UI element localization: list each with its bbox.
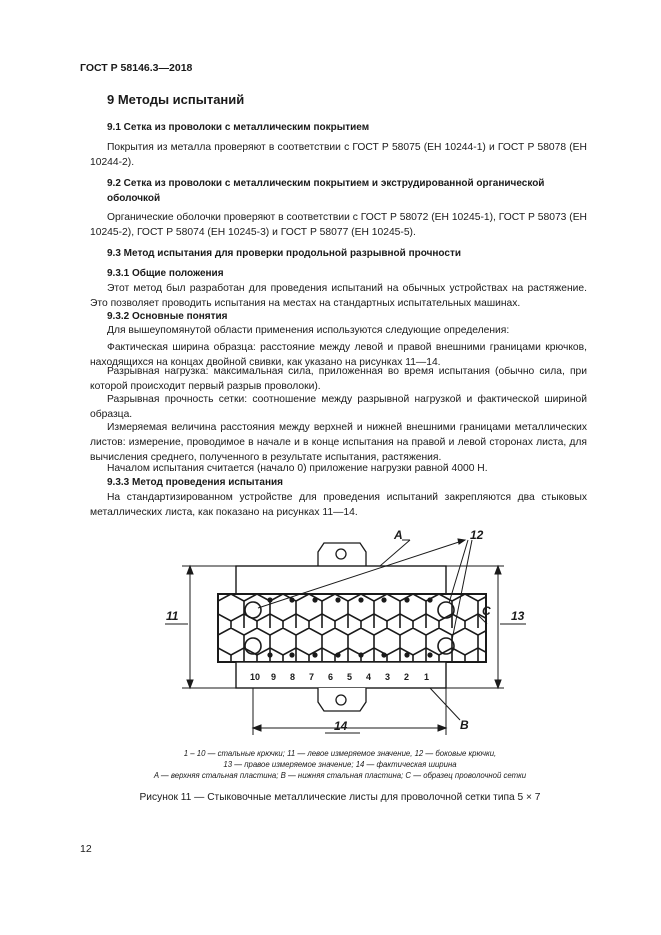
subsection-9-3-1-text: Этот метод был разработан для проведения испытаний на обычных устройствах на растяжение. Это позволяет проводить испытания на местах на стандартных испытательных машинах. [90, 283, 587, 309]
bottom-plate-tab [318, 688, 366, 711]
top-plate-tab [318, 543, 366, 566]
label-12: 12 [470, 528, 484, 542]
hook-number: 8 [290, 672, 296, 682]
label-13: 13 [511, 609, 525, 623]
figure-legend-line-1: 1 – 10 — стальные крючки; 11 — левое измеряемое значение, 12 — боковые крючки, [183, 749, 497, 758]
label-a: A [394, 528, 403, 542]
subsection-9-3-3-title: 9.3.3 Метод проведения испытания [107, 477, 283, 488]
definition-breaking-load: Разрывная нагрузка: максимальная сила, приложенная во время испытания (обычно сила, при которой происходит первый разрыв проволоки). [90, 366, 587, 392]
section-title: 9 Методы испытаний [107, 92, 245, 107]
label-11: 11 [166, 609, 179, 623]
definition-actual-width: Фактическая ширина образца: расстояние между левой и правой внешними границами крючков, находящихся на концах двойной свивки, как указано на рисунках 11—14. [90, 342, 587, 368]
hook-number: 1 [424, 672, 430, 682]
label-b: B [460, 718, 469, 732]
label-c: C [482, 604, 491, 618]
subsection-9-1-title: 9.1 Сетка из проволоки с металлическим покрытием [107, 122, 370, 133]
figure-legend-line-3: A — верхняя стальная пластина; B — нижняя стальная пластина; C — образец проволочной сетки [153, 771, 527, 780]
label-14: 14 [334, 719, 348, 733]
definitions-intro: Для вышеупомянутой области применения используются следующие определения: [107, 325, 510, 336]
page-number: 12 [80, 843, 92, 855]
hook-number: 7 [309, 672, 315, 682]
hook-number: 4 [366, 672, 372, 682]
hook-number: 10 [250, 672, 261, 682]
subsection-9-3-3-text: На стандартизированном устройстве для проведения испытаний закрепляются два стыковых металлических листа, как показано на рисунках 11—14. [90, 492, 587, 518]
subsection-9-1-text: Покрытия из металла проверяют в соответствии с ГОСТ Р 58075 (ЕН 10244-1) и ГОСТ Р 58078 (ЕН 10244-2). [90, 142, 587, 168]
hook-number: 6 [328, 672, 334, 682]
definition-test-start: Началом испытания считается (начало 0) приложение нагрузки равной 4000 Н. [107, 463, 488, 474]
hook-number: 2 [404, 672, 410, 682]
subsection-9-3-1-title: 9.3.1 Общие положения [107, 268, 224, 279]
figure-caption: Рисунок 11 — Стыковочные металлические листы для проволочной сетки типа 5 × 7 [139, 792, 541, 803]
bottom-plate-b [236, 662, 446, 688]
subsection-9-2-text: Органические оболочки проверяют в соответствии с ГОСТ Р 58072 (ЕН 10245-1), ГОСТ Р 58073 (ЕН 10245-2), ГОСТ Р 58074 (ЕН 10245-3) и ГОСТ Р 58077 (ЕН 10245-5). [90, 212, 587, 238]
definition-measured-distance: Измеряемая величина расстояния между верхней и нижней внешними границами металлических листов: измерение, проводимое в начале и в конце испытания на правой и левой сторонах листа, для вычисления среднего, полученного в результате испытания, растяжения. [90, 422, 587, 463]
subsection-9-3-title: 9.3 Метод испытания для проверки продольной разрывной прочности [107, 248, 462, 259]
figure-legend-line-2: 13 — правое измеряемое значение; 14 — фактическая ширина [223, 760, 457, 769]
subsection-9-3-2-title: 9.3.2 Основные понятия [107, 311, 228, 322]
hook-number: 9 [271, 672, 277, 682]
hook-number: 3 [385, 672, 391, 682]
top-plate-a [236, 566, 446, 594]
document-header: ГОСТ Р 58146.3—2018 [80, 62, 193, 74]
definition-breaking-strength: Разрывная прочность сетки: соотношение между разрывной нагрузкой и фактической шириной образца. [90, 394, 587, 420]
hook-number: 5 [347, 672, 353, 682]
subsection-9-2-title: 9.2 Сетка из проволоки с металлическим покрытием и экструдированной органической оболочкой [107, 178, 545, 204]
